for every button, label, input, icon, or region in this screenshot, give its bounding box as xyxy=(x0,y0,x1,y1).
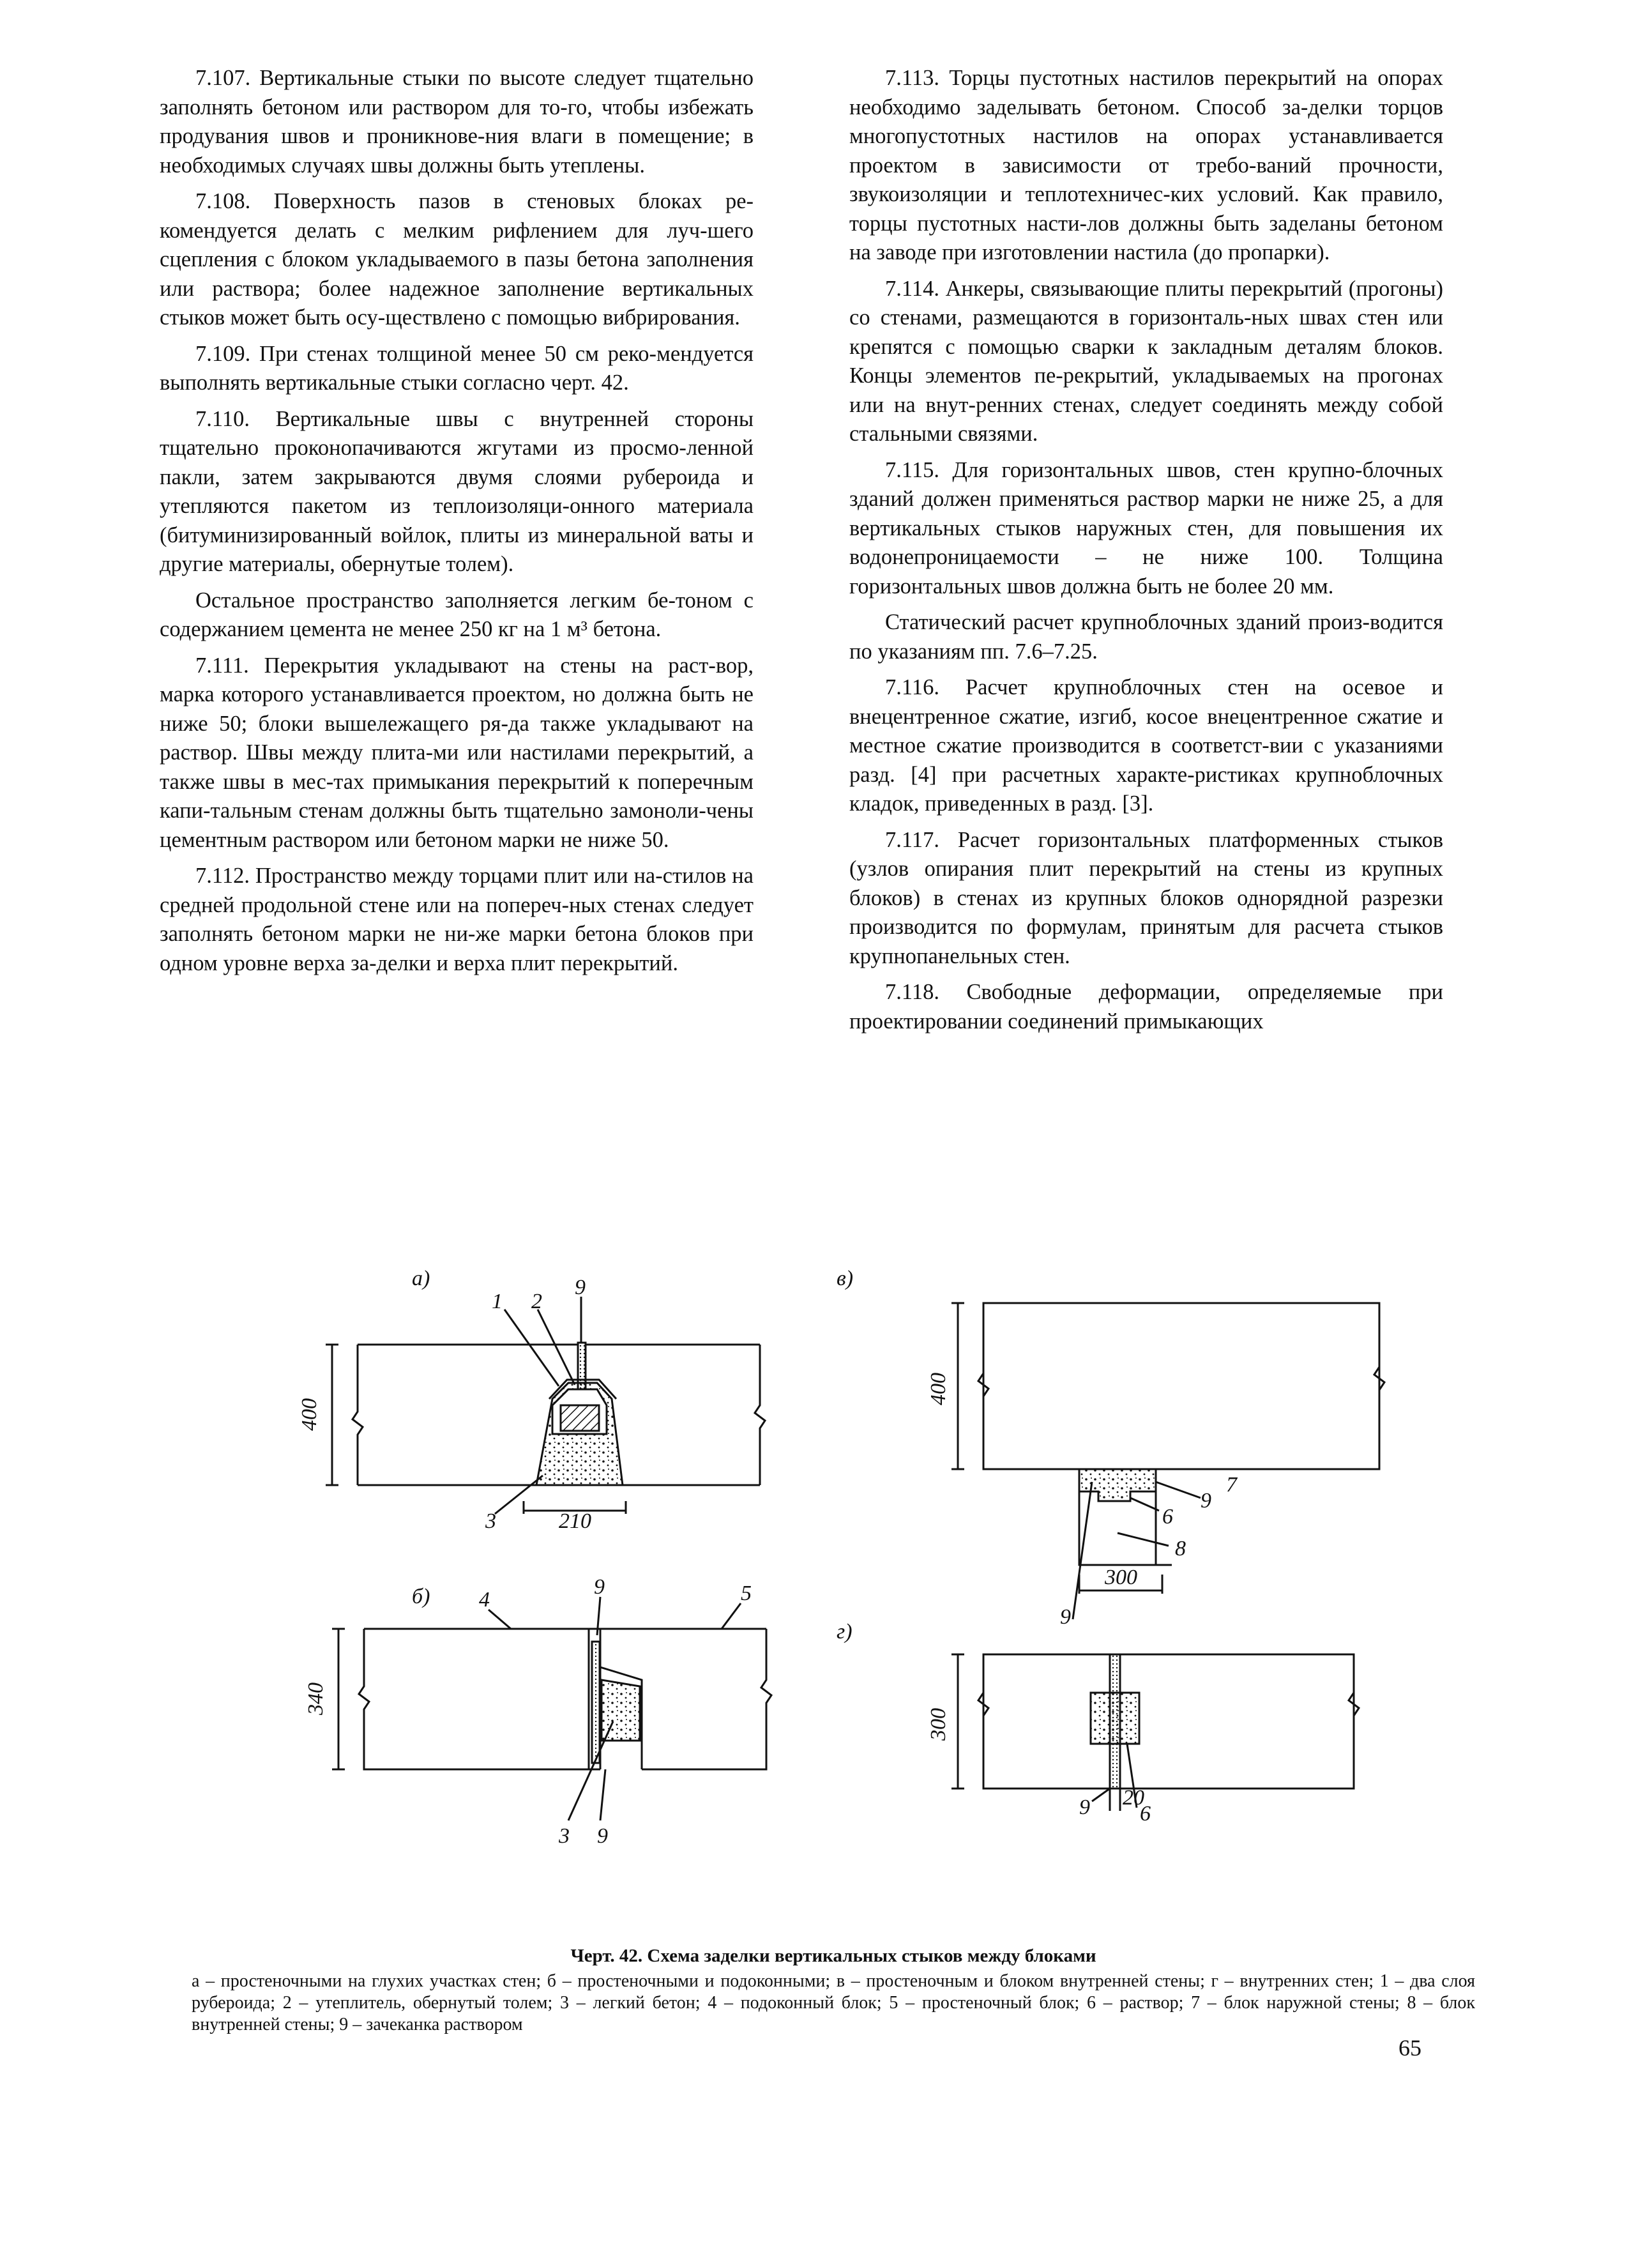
paragraph-7-108: 7.108. Поверхность пазов в стеновых блоках ре-комендуется делать с мелким рифлением для луч-шего сцепления с блоком укладываемого в пазы бетона заполнения или раствора; более надежное заполнение вертикальных стыков может быть осу-ществлено с помощью вибрирования. xyxy=(160,189,754,330)
dim-20: 20 xyxy=(1123,1786,1144,1810)
paragraph-7-109: 7.109. При стенах толщиной менее 50 см реко-мендуется выполнять вертикальные стыки согласно черт. 42. xyxy=(160,341,754,395)
paragraph-7-116: 7.116. Расчет крупноблочных стен на осевое и внецентренное сжатие, изгиб, косое внецентренное сжатие и местное сжатие производится в соответст-вии с указаниями разд. [4] при расчетных характе-ристиках крупноблочных кладок, приведенных в разд. [3]. xyxy=(849,675,1443,816)
callout-1: 1 xyxy=(492,1290,503,1313)
right-text-column xyxy=(849,64,1443,1043)
panel-g-label: г) xyxy=(837,1620,853,1644)
page-number: 65 xyxy=(1398,2035,1421,2061)
callout-3-a: 3 xyxy=(485,1509,496,1533)
dim-300-v: 300 xyxy=(1105,1566,1137,1589)
callout-2: 2 xyxy=(531,1290,542,1313)
callout-9-v: 9 xyxy=(1201,1489,1211,1513)
callout-9-b-top: 9 xyxy=(594,1575,605,1599)
paragraph-7-118: 7.118. Свободные деформации, определяемые при проектировании соединений примыкающих xyxy=(849,980,1443,1034)
callout-9-b-bottom: 9 xyxy=(597,1824,608,1848)
panel-a-label: а) xyxy=(412,1267,430,1290)
dim-340: 340 xyxy=(304,1682,328,1715)
paragraph-7-115: 7.115. Для горизонтальных швов, стен крупно-блочных зданий должен применяться раствор марки не ниже 25, а для вертикальных стыков наружных стен, для повышения их водонепроницаемости – не ниже 100. Толщина горизонтальных швов должна быть не более 20 мм. xyxy=(849,457,1443,599)
dim-210: 210 xyxy=(559,1509,591,1533)
caption-title: Черт. 42. Схема заделки вертикальных стыков между блоками xyxy=(570,1946,1096,1966)
paragraph-7-112: 7.112. Пространство между торцами плит или на-стилов на средней продольной стене или на попереч-ных стенах следует заполнять бетоном марки не ни-же марки бетона блоков при одном уровне верха за-делки и верха плит перекрытий. xyxy=(160,864,754,975)
dim-400-v: 400 xyxy=(927,1373,950,1405)
callout-9-v-lower: 9 xyxy=(1060,1605,1071,1629)
dim-400-a: 400 xyxy=(298,1398,321,1431)
callout-9-a: 9 xyxy=(575,1276,586,1299)
paragraph-7-113: 7.113. Торцы пустотных настилов перекрытий на опорах необходимо заделывать бетоном. Способ за-делки торцов многопустотных настилов на опорах устанавливается проектом в зависимости от требо-ваний прочности, звукоизоляции и теплотехничес-ких условий. Как правило, торцы пустотных насти-лов должны быть заделаны бетоном на заводе при изготовлении настила (до пропарки). xyxy=(849,66,1443,264)
joint-diagram-svg xyxy=(298,1267,1392,1935)
panel-a-drawing xyxy=(326,1297,765,1514)
callout-3-b: 3 xyxy=(559,1824,570,1848)
panel-b-drawing xyxy=(332,1597,771,1820)
paragraph-7-110-cont: Остальное пространство заполняется легким бе-тоном с содержанием цемента не менее 250 кг на 1 м³ бетона. xyxy=(160,588,754,641)
paragraph-7-110: 7.110. Вертикальные швы с внутренней стороны тщательно проконопачиваются жгутами из просмо-ленной пакли, затем закрываются двумя слоями рубероида и утепляются пакетом из теплоизоляци-онного материала (битуминизированный войлок, плиты из минеральной ваты и другие материалы, обернутые толем). xyxy=(160,406,754,576)
panel-v-drawing xyxy=(951,1303,1384,1619)
callout-6-v: 6 xyxy=(1162,1505,1173,1529)
paragraph-7-114: 7.114. Анкеры, связывающие плиты перекрытий (прогоны) со стенами, размещаются в горизонталь-ных швах стен или крепятся с помощью сварки к закладным деталям блоков. Концы элементов пе-рекрытий, укладываемых на прогонах или на внут-ренних стенах, следует соединять между собой стальными связями. xyxy=(849,276,1444,446)
caption-legend: а – простеночными на глухих участках стен; б – простеночными и подоконными; в – простеночным и блоком внутренней стены; г – внутренних стен; 1 – два слоя рубероида; 2 – утеплитель, обернутый толем; 3 – легкий бетон; 4 – подоконный блок; 5 – простеночный блок; 6 – раствор; 7 – блок наружной стены; 8 – блок внутренней стены; 9 – зачеканка раствором xyxy=(192,1971,1475,2034)
panel-b-label: б) xyxy=(412,1585,430,1608)
left-text-column xyxy=(160,64,754,985)
callout-4: 4 xyxy=(479,1588,490,1612)
callout-6-g: 6 xyxy=(1140,1802,1151,1826)
figure-42-joint-diagram xyxy=(298,1267,1392,1935)
dim-300-g: 300 xyxy=(927,1708,950,1741)
paragraph-7-107: 7.107. Вертикальные стыки по высоте следует тщательно заполнять бетоном или раствором для то-го, чтобы избежать продувания швов и проникнове-ния влаги в помещение; в необходимых случаях швы должны быть утеплены. xyxy=(160,66,754,178)
callout-9-g: 9 xyxy=(1079,1796,1090,1819)
callout-7: 7 xyxy=(1226,1473,1237,1497)
panel-v-label: в) xyxy=(837,1267,854,1290)
paragraph-7-111: 7.111. Перекрытия укладывают на стены на раст-вор, марка которого устанавливается проектом, но должна быть не ниже 50; блоки вышележащего ря-да также укладывают на раствор. Швы между плита-ми или настилами перекрытий, а также швы в мес-тах примыкания перекрытий к поперечным капи-тальным стенам должны быть тщательно замоноли-чены цементным раствором или бетоном марки не ниже 50. xyxy=(160,653,754,852)
callout-8: 8 xyxy=(1175,1537,1186,1560)
panel-g-drawing xyxy=(951,1654,1359,1811)
callout-5: 5 xyxy=(741,1582,752,1605)
paragraph-7-117: 7.117. Расчет горизонтальных платформенных стыков (узлов опирания плит перекрытий на стены из крупных блоков) в стенах из крупных блоков однорядной разрезки производится по формулам, принятым для расчета стыков крупнопанельных стен. xyxy=(849,827,1443,968)
paragraph-static-calc: Статический расчет крупноблочных зданий произ-водится по указаниям пп. 7.6–7.25. xyxy=(849,610,1443,664)
figure-caption xyxy=(192,1945,1475,2036)
